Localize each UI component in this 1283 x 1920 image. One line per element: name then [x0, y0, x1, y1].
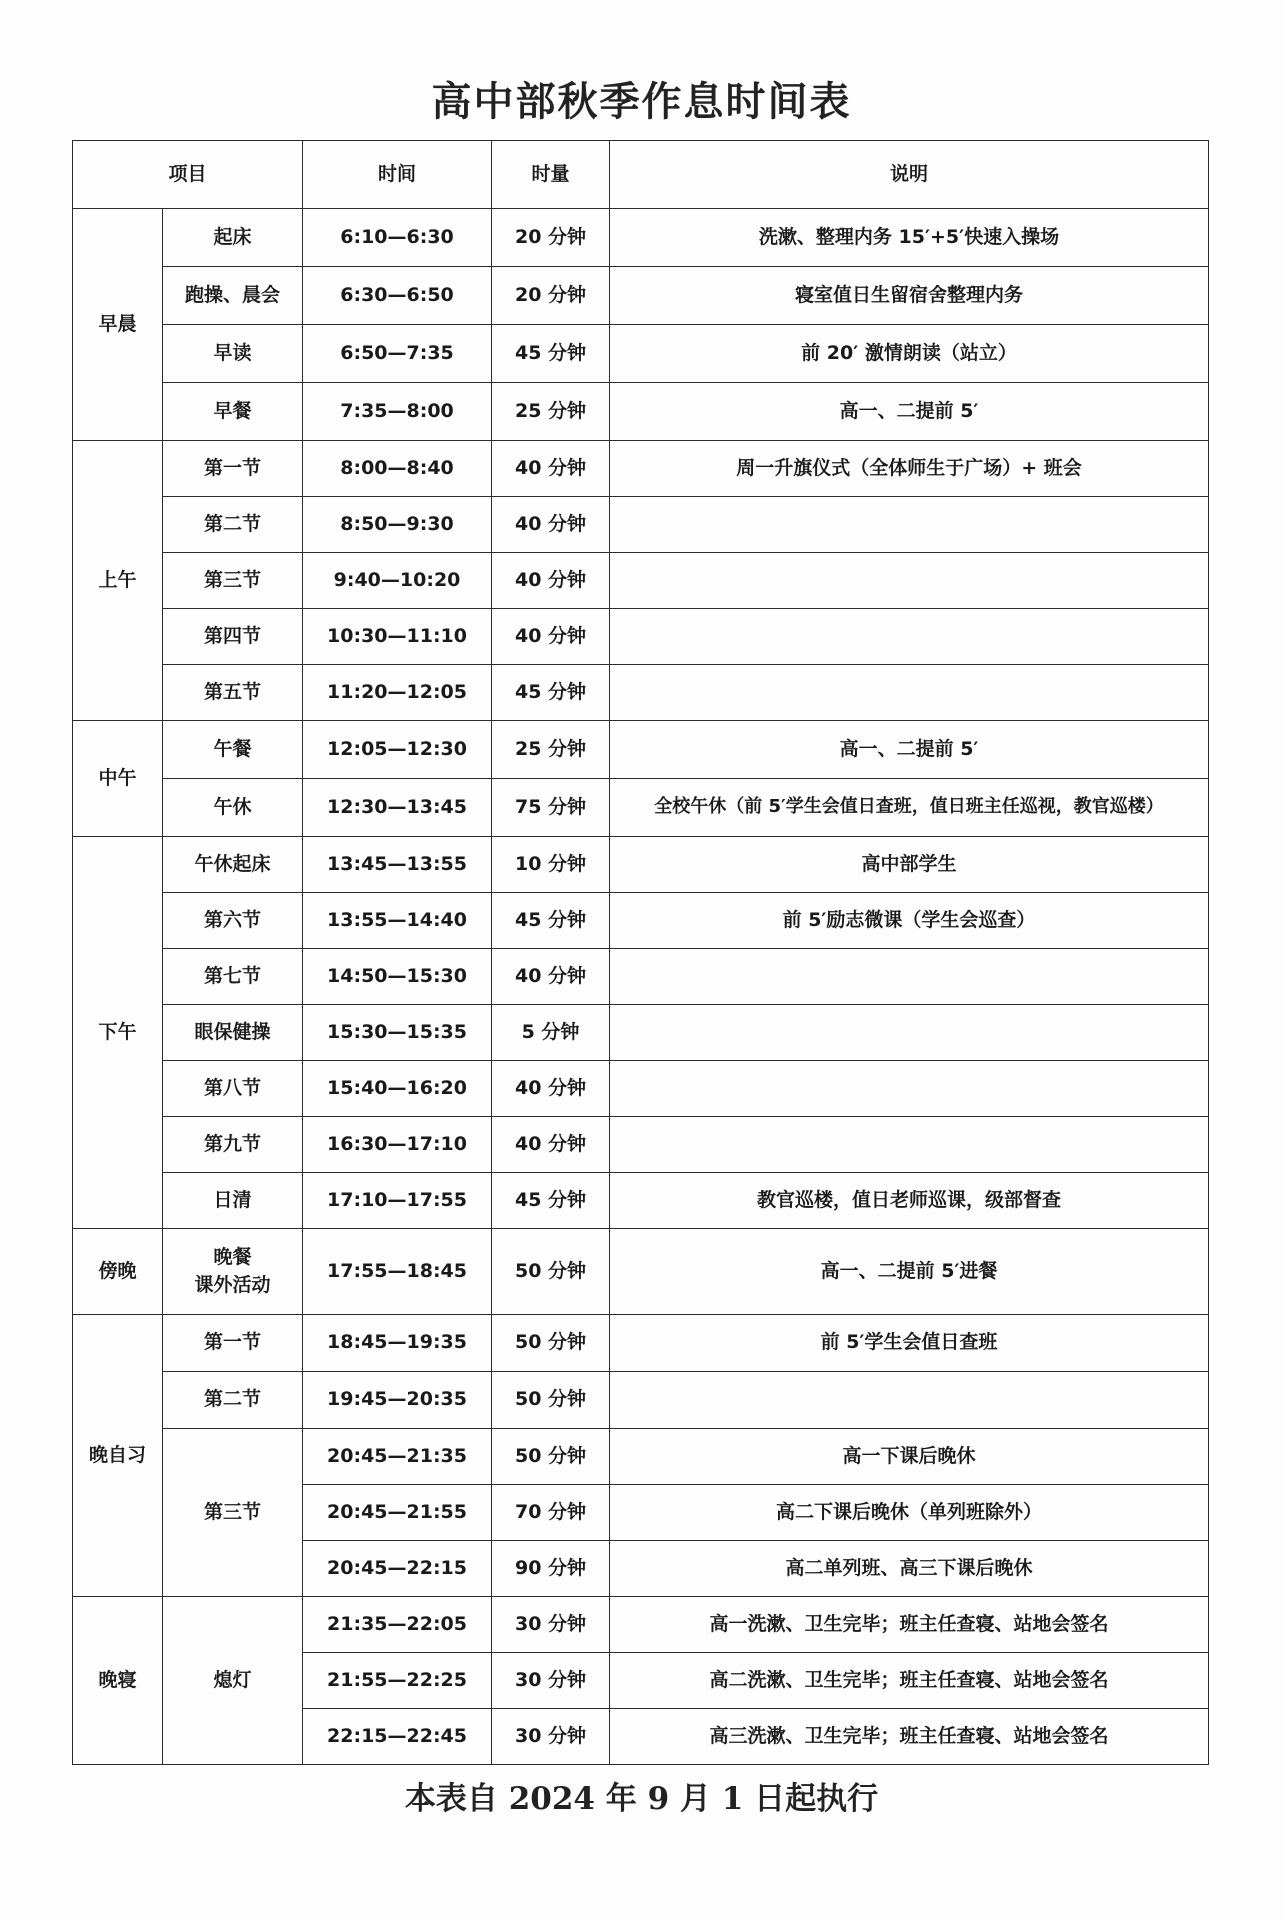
- item-cell: 第一节: [163, 1315, 303, 1372]
- item-cell: 眼保健操: [163, 1005, 303, 1061]
- period-am: 上午: [73, 441, 163, 721]
- table-row: [73, 553, 1209, 609]
- duration-cell: 30 分钟: [492, 1597, 610, 1653]
- table-row: [73, 1429, 1209, 1485]
- time-cell: 16:30—17:10: [303, 1117, 492, 1173]
- table-row: [73, 721, 1209, 779]
- item-cell: 早餐: [163, 383, 303, 441]
- duration-cell: 40 分钟: [492, 553, 610, 609]
- duration-cell: 30 分钟: [492, 1709, 610, 1765]
- table-row: [73, 609, 1209, 665]
- item-cell: 熄灯: [163, 1597, 303, 1765]
- note-cell: 高三洗漱、卫生完毕；班主任查寝、站地会签名: [610, 1709, 1209, 1765]
- time-cell: 9:40—10:20: [303, 553, 492, 609]
- duration-cell: 30 分钟: [492, 1653, 610, 1709]
- note-cell: 前 20′ 激情朗读（站立）: [610, 325, 1209, 383]
- duration-cell: 45 分钟: [492, 665, 610, 721]
- note-cell: 洗漱、整理内务 15′+5′快速入操场: [610, 209, 1209, 267]
- duration-cell: 75 分钟: [492, 779, 610, 837]
- time-cell: 15:30—15:35: [303, 1005, 492, 1061]
- time-cell: 19:45—20:35: [303, 1372, 492, 1429]
- table-row: [73, 1173, 1209, 1229]
- header-duration: 时量: [492, 141, 610, 209]
- time-cell: 13:45—13:55: [303, 837, 492, 893]
- duration-cell: 50 分钟: [492, 1229, 610, 1315]
- duration-cell: 45 分钟: [492, 893, 610, 949]
- time-cell: 12:05—12:30: [303, 721, 492, 779]
- item-cell: 起床: [163, 209, 303, 267]
- time-cell: 13:55—14:40: [303, 893, 492, 949]
- time-cell: 11:20—12:05: [303, 665, 492, 721]
- duration-cell: 25 分钟: [492, 383, 610, 441]
- duration-cell: 45 分钟: [492, 1173, 610, 1229]
- note-cell: 周一升旗仪式（全体师生于广场）+ 班会: [610, 441, 1209, 497]
- note-cell: 高一、二提前 5′: [610, 721, 1209, 779]
- item-cell: 日清: [163, 1173, 303, 1229]
- time-cell: 18:45—19:35: [303, 1315, 492, 1372]
- table-row: [73, 1117, 1209, 1173]
- time-cell: 6:30—6:50: [303, 267, 492, 325]
- time-cell: 8:50—9:30: [303, 497, 492, 553]
- note-cell: 高二洗漱、卫生完毕；班主任查寝、站地会签名: [610, 1653, 1209, 1709]
- time-cell: 20:45—22:15: [303, 1541, 492, 1597]
- table-row: [73, 1061, 1209, 1117]
- duration-cell: 10 分钟: [492, 837, 610, 893]
- schedule-table: [72, 140, 1209, 1765]
- note-cell: [610, 553, 1209, 609]
- duration-cell: 40 分钟: [492, 441, 610, 497]
- header-note: 说明: [610, 141, 1209, 209]
- item-cell: 第九节: [163, 1117, 303, 1173]
- period-noon: 中午: [73, 721, 163, 837]
- item-dinner: 晚餐: [213, 1245, 252, 1268]
- duration-cell: 20 分钟: [492, 267, 610, 325]
- duration-cell: 50 分钟: [492, 1372, 610, 1429]
- item-cell: 跑操、晨会: [163, 267, 303, 325]
- time-cell: 21:35—22:05: [303, 1597, 492, 1653]
- table-row: [73, 1372, 1209, 1429]
- duration-cell: 40 分钟: [492, 949, 610, 1005]
- item-cell: 第二节: [163, 1372, 303, 1429]
- time-cell: 17:10—17:55: [303, 1173, 492, 1229]
- item-cell: 第八节: [163, 1061, 303, 1117]
- table-row: [73, 1597, 1209, 1653]
- note-cell: 高中部学生: [610, 837, 1209, 893]
- duration-cell: 25 分钟: [492, 721, 610, 779]
- time-cell: 12:30—13:45: [303, 779, 492, 837]
- time-cell: 8:00—8:40: [303, 441, 492, 497]
- period-evening: 晚自习: [73, 1315, 163, 1597]
- item-cell: 第五节: [163, 665, 303, 721]
- note-cell: 前 5′学生会值日查班: [610, 1315, 1209, 1372]
- duration-cell: 45 分钟: [492, 325, 610, 383]
- note-cell: 高一、二提前 5′: [610, 383, 1209, 441]
- table-row: [73, 949, 1209, 1005]
- time-cell: 21:55—22:25: [303, 1653, 492, 1709]
- item-cell: 第六节: [163, 893, 303, 949]
- table-row: [73, 779, 1209, 837]
- item-cell: 第二节: [163, 497, 303, 553]
- item-cell: [163, 1229, 303, 1315]
- duration-cell: 50 分钟: [492, 1429, 610, 1485]
- note-cell: [610, 1372, 1209, 1429]
- duration-cell: 40 分钟: [492, 1117, 610, 1173]
- note-cell: 前 5′励志微课（学生会巡查）: [610, 893, 1209, 949]
- time-cell: 14:50—15:30: [303, 949, 492, 1005]
- item-cell: 午休: [163, 779, 303, 837]
- item-cell: 早读: [163, 325, 303, 383]
- duration-cell: 90 分钟: [492, 1541, 610, 1597]
- note-cell: [610, 609, 1209, 665]
- table-row: [73, 441, 1209, 497]
- note-cell: [610, 665, 1209, 721]
- period-morning: 早晨: [73, 209, 163, 441]
- period-pm: 下午: [73, 837, 163, 1229]
- table-row: [73, 893, 1209, 949]
- time-cell: 17:55—18:45: [303, 1229, 492, 1315]
- header-time: 时间: [303, 141, 492, 209]
- note-cell: [610, 1061, 1209, 1117]
- item-cell: 第三节: [163, 1429, 303, 1597]
- duration-cell: 20 分钟: [492, 209, 610, 267]
- time-cell: 22:15—22:45: [303, 1709, 492, 1765]
- duration-cell: 40 分钟: [492, 609, 610, 665]
- item-cell: 第四节: [163, 609, 303, 665]
- note-cell: 高一、二提前 5′进餐: [610, 1229, 1209, 1315]
- duration-cell: 40 分钟: [492, 1061, 610, 1117]
- item-cell: 第一节: [163, 441, 303, 497]
- note-cell: 全校午休（前 5′学生会值日查班，值日班主任巡视，教官巡楼）: [610, 779, 1209, 837]
- table-row: [73, 837, 1209, 893]
- table-row: [73, 383, 1209, 441]
- table-row: [73, 325, 1209, 383]
- duration-cell: 70 分钟: [492, 1485, 610, 1541]
- note-cell: 高二单列班、高三下课后晚休: [610, 1541, 1209, 1597]
- note-cell: 高二下课后晚休（单列班除外）: [610, 1485, 1209, 1541]
- note-cell: [610, 949, 1209, 1005]
- time-cell: 20:45—21:55: [303, 1485, 492, 1541]
- effective-date-note: 本表自 2024 年 9 月 1 日起执行: [404, 1781, 879, 1817]
- item-cell: 午休起床: [163, 837, 303, 893]
- time-cell: 10:30—11:10: [303, 609, 492, 665]
- table-header-row: [73, 141, 1209, 209]
- period-dusk: 傍晚: [73, 1229, 163, 1315]
- time-cell: 15:40—16:20: [303, 1061, 492, 1117]
- period-night: 晚寝: [73, 1597, 163, 1765]
- note-cell: 高一洗漱、卫生完毕；班主任查寝、站地会签名: [610, 1597, 1209, 1653]
- time-cell: 20:45—21:35: [303, 1429, 492, 1485]
- table-row: [73, 209, 1209, 267]
- note-cell: 高一下课后晚休: [610, 1429, 1209, 1485]
- item-cell: 午餐: [163, 721, 303, 779]
- page-title: 高中部秋季作息时间表: [431, 78, 852, 125]
- item-cell: 第三节: [163, 553, 303, 609]
- item-cell: 第七节: [163, 949, 303, 1005]
- note-cell: [610, 1117, 1209, 1173]
- table-row: [73, 497, 1209, 553]
- duration-cell: 50 分钟: [492, 1315, 610, 1372]
- note-cell: [610, 1005, 1209, 1061]
- header-item: 项目: [73, 141, 303, 209]
- table-row: [73, 1315, 1209, 1372]
- table-row: [73, 665, 1209, 721]
- duration-cell: 40 分钟: [492, 497, 610, 553]
- note-cell: [610, 497, 1209, 553]
- note-cell: 寝室值日生留宿舍整理内务: [610, 267, 1209, 325]
- time-cell: 6:10—6:30: [303, 209, 492, 267]
- time-cell: 6:50—7:35: [303, 325, 492, 383]
- time-cell: 7:35—8:00: [303, 383, 492, 441]
- table-row: [73, 1229, 1209, 1315]
- item-activity: 课外活动: [194, 1273, 271, 1296]
- table-row: [73, 1005, 1209, 1061]
- note-cell: 教官巡楼，值日老师巡课，级部督查: [610, 1173, 1209, 1229]
- table-row: [73, 267, 1209, 325]
- duration-cell: 5 分钟: [492, 1005, 610, 1061]
